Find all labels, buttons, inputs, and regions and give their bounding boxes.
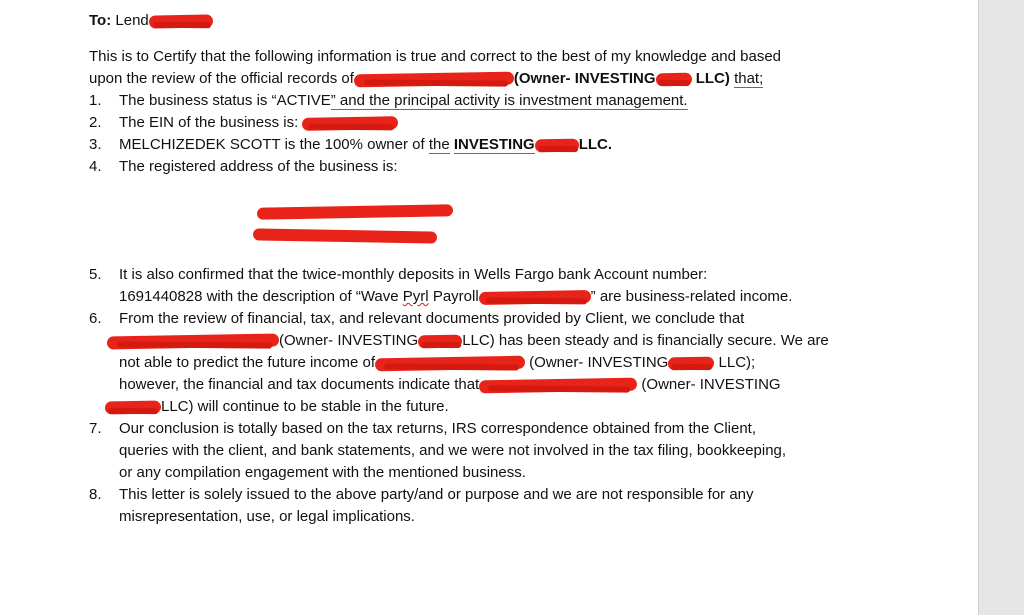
item-text: the (428, 136, 450, 153)
list-item (89, 418, 969, 484)
item-text: (Owner- INVESTING (529, 354, 669, 371)
list-item (89, 90, 969, 112)
item-text: ” are business-related income. (590, 288, 793, 305)
redaction-mark (149, 14, 213, 28)
redaction-mark (375, 355, 525, 371)
redaction-mark (479, 290, 591, 305)
item-line (105, 396, 969, 418)
list-item (89, 112, 969, 134)
item-text: MELCHIZEDEK SCOTT is the 100% owner of (119, 136, 425, 153)
item-text: LLC) has been steady and is financially secure. We are (462, 332, 829, 349)
list-item (89, 134, 969, 156)
item-text: misrepresentation, use, or legal implications. (119, 508, 415, 525)
llc-text: LLC) (695, 70, 730, 87)
item-text: Pyrl (402, 288, 429, 305)
item-line (119, 374, 969, 396)
letter-body (89, 10, 969, 528)
item-text: The business status is “ACTIVE (119, 92, 331, 109)
redaction-mark (418, 334, 462, 348)
recipient-name: Lend (115, 12, 149, 29)
redaction-mark (253, 228, 437, 243)
intro-paragraph (89, 46, 969, 90)
intro-line (89, 68, 969, 90)
redaction-mark (655, 72, 691, 86)
item-line (119, 286, 969, 308)
item-text: 1691440828 with the description of “Wave (119, 288, 399, 305)
intro-text: upon the review of the official records of (89, 70, 354, 87)
item-text: This letter is solely issued to the above party/and or purpose and we are not responsible for any (119, 486, 754, 503)
item-text: Our conclusion is totally based on the tax returns, IRS correspondence obtained from the Client, (119, 420, 757, 437)
redaction-mark (354, 71, 514, 87)
item-text: (Owner- INVESTING (641, 376, 781, 393)
item-line (119, 352, 969, 374)
item-text: LLC); (718, 354, 756, 371)
item-text: or any compilation engagement with the mentioned business. (119, 464, 526, 481)
item-number: 3. (89, 136, 102, 153)
page-margin (978, 0, 1024, 615)
redaction-mark (257, 204, 453, 219)
item-text: Payroll (432, 288, 479, 305)
redaction-mark (479, 377, 637, 393)
item-number: 1. (89, 92, 102, 109)
list-item (89, 308, 969, 418)
item-number: 2. (89, 114, 102, 131)
item-line (107, 330, 969, 352)
item-text: (Owner- INVESTING (279, 332, 419, 349)
item-number: 5. (89, 266, 102, 283)
recipient-line (89, 10, 969, 32)
item-number: 4. (89, 158, 102, 175)
list-item (89, 156, 969, 178)
item-text: The registered address of the business is: (119, 158, 398, 175)
redaction-mark (105, 400, 161, 414)
item-text: It is also confirmed that the twice-monthly deposits in Wells Fargo bank Account number: (119, 266, 708, 283)
list-item (89, 484, 969, 528)
item-text: queries with the client, and bank statements, and we were not involved in the tax filing, bookkeeping, (119, 442, 787, 459)
intro-text: that; (734, 70, 764, 87)
item-text: LLC. (578, 136, 613, 153)
intro-line: This is to Certify that the following information is true and correct to the best of my knowledge and based (89, 48, 782, 65)
certification-list (89, 264, 969, 528)
item-number: 8. (89, 486, 102, 503)
redaction-mark (535, 138, 579, 152)
redaction-mark (668, 356, 714, 370)
item-text: From the review of financial, tax, and relevant documents provided by Client, we conclude that (119, 310, 745, 327)
item-text: INVESTING (453, 136, 535, 153)
item-text: LLC) will continue to be stable in the future. (161, 398, 449, 415)
to-label: To: (89, 12, 112, 29)
item-number: 7. (89, 420, 102, 437)
item-text: however, the financial and tax documents indicate that (119, 376, 480, 393)
address-block (89, 178, 969, 264)
item-text: not able to predict the future income of (119, 354, 375, 371)
owner-text: (Owner- INVESTING (513, 70, 656, 87)
item-number: 6. (89, 310, 102, 327)
item-text: The EIN of the business is: (119, 114, 299, 131)
certification-list (89, 90, 969, 178)
list-item (89, 264, 969, 308)
item-text: ” and the principal activity is investment management. (330, 92, 688, 109)
redaction-mark (302, 116, 398, 131)
redaction-mark (107, 333, 279, 349)
